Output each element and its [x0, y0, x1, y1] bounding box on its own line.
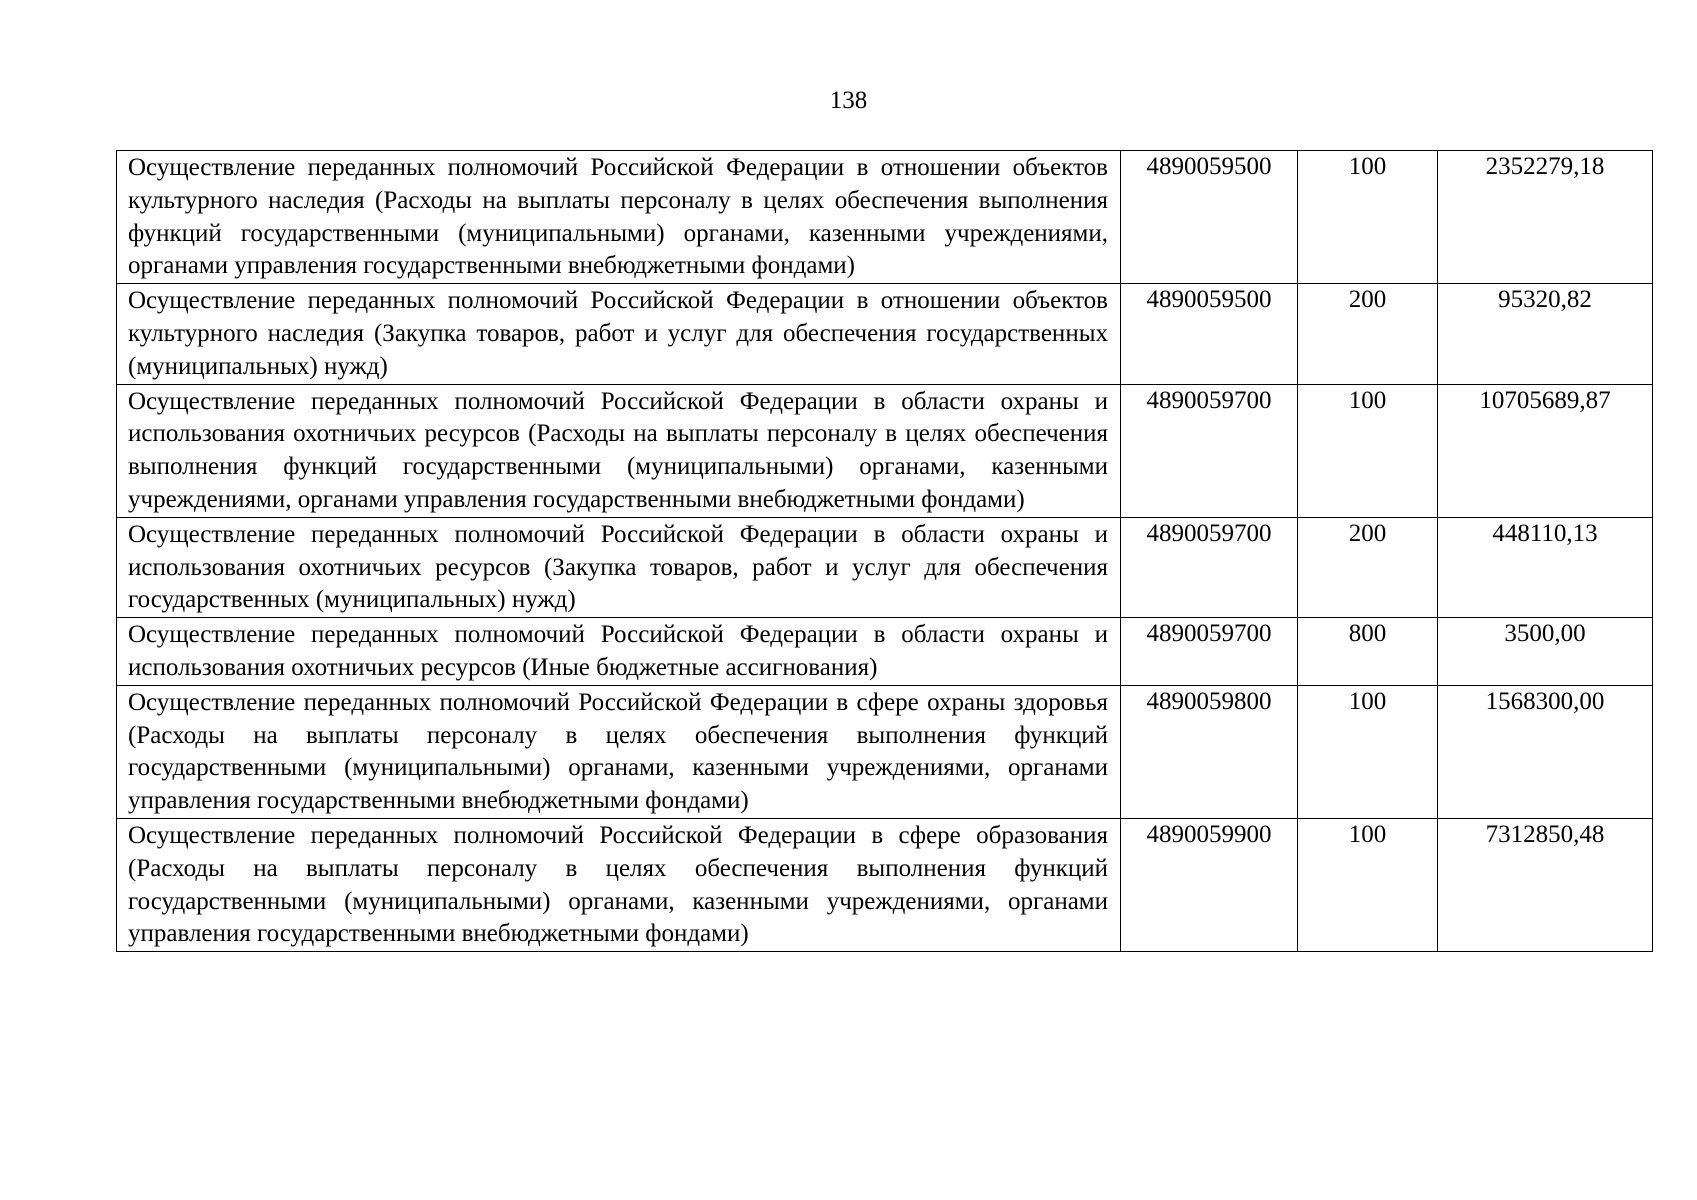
row-expense-kind: 100 [1298, 151, 1438, 284]
row-amount: 7312850,48 [1438, 818, 1653, 951]
row-description: Осуществление переданных полномочий Российской Федерации в области охраны и использования охотничьих ресурсов (Закупка товаров, работ и услуг для обеспечения государственных (муниципальных) нужд) [117, 517, 1121, 617]
row-target-code: 4890059700 [1121, 618, 1298, 686]
row-target-code: 4890059800 [1121, 685, 1298, 818]
table-row [117, 618, 1653, 686]
budget-table [116, 150, 1653, 952]
row-description: Осуществление переданных полномочий Российской Федерации в сфере охраны здоровья (Расходы на выплаты персоналу в целях обеспечения выполнения функций государственными (муниципальными) органами, казенными учреждениями, органами управления государственными внебюджетными фондами) [117, 685, 1121, 818]
row-expense-kind: 100 [1298, 685, 1438, 818]
table-row [117, 284, 1653, 384]
row-expense-kind: 800 [1298, 618, 1438, 686]
table-row [117, 384, 1653, 517]
row-target-code: 4890059900 [1121, 818, 1298, 951]
row-amount: 3500,00 [1438, 618, 1653, 686]
row-amount: 2352279,18 [1438, 151, 1653, 284]
table-row [117, 818, 1653, 951]
row-description: Осуществление переданных полномочий Российской Федерации в области охраны и использования охотничьих ресурсов (Расходы на выплаты персоналу в целях обеспечения выполнения функций государственными (муниципальными) органами, казенными учреждениями, органами управления государственными внебюджетными фондами) [117, 384, 1121, 517]
row-target-code: 4890059700 [1121, 384, 1298, 517]
row-amount: 95320,82 [1438, 284, 1653, 384]
row-description: Осуществление переданных полномочий Российской Федерации в отношении объектов культурного наследия (Закупка товаров, работ и услуг для обеспечения государственных (муниципальных) нужд) [117, 284, 1121, 384]
page-number: 138 [829, 87, 868, 114]
row-description: Осуществление переданных полномочий Российской Федерации в области охраны и использования охотничьих ресурсов (Иные бюджетные ассигнования) [117, 618, 1121, 686]
table-row [117, 151, 1653, 284]
row-description: Осуществление переданных полномочий Российской Федерации в сфере образования (Расходы на выплаты персоналу в целях обеспечения выполнения функций государственными (муниципальными) органами, казенными учреждениями, органами управления государственными внебюджетными фондами) [117, 818, 1121, 951]
row-expense-kind: 100 [1298, 818, 1438, 951]
row-expense-kind: 200 [1298, 284, 1438, 384]
row-target-code: 4890059500 [1121, 151, 1298, 284]
table-row [117, 685, 1653, 818]
row-expense-kind: 200 [1298, 517, 1438, 617]
table-row [117, 517, 1653, 617]
row-amount: 1568300,00 [1438, 685, 1653, 818]
row-amount: 10705689,87 [1438, 384, 1653, 517]
row-target-code: 4890059700 [1121, 517, 1298, 617]
row-description: Осуществление переданных полномочий Российской Федерации в отношении объектов культурного наследия (Расходы на выплаты персоналу в целях обеспечения выполнения функций государственными (муниципальными) органами, казенными учреждениями, органами управления государственными внебюджетными фондами) [117, 151, 1121, 284]
row-expense-kind: 100 [1298, 384, 1438, 517]
row-amount: 448110,13 [1438, 517, 1653, 617]
row-target-code: 4890059500 [1121, 284, 1298, 384]
